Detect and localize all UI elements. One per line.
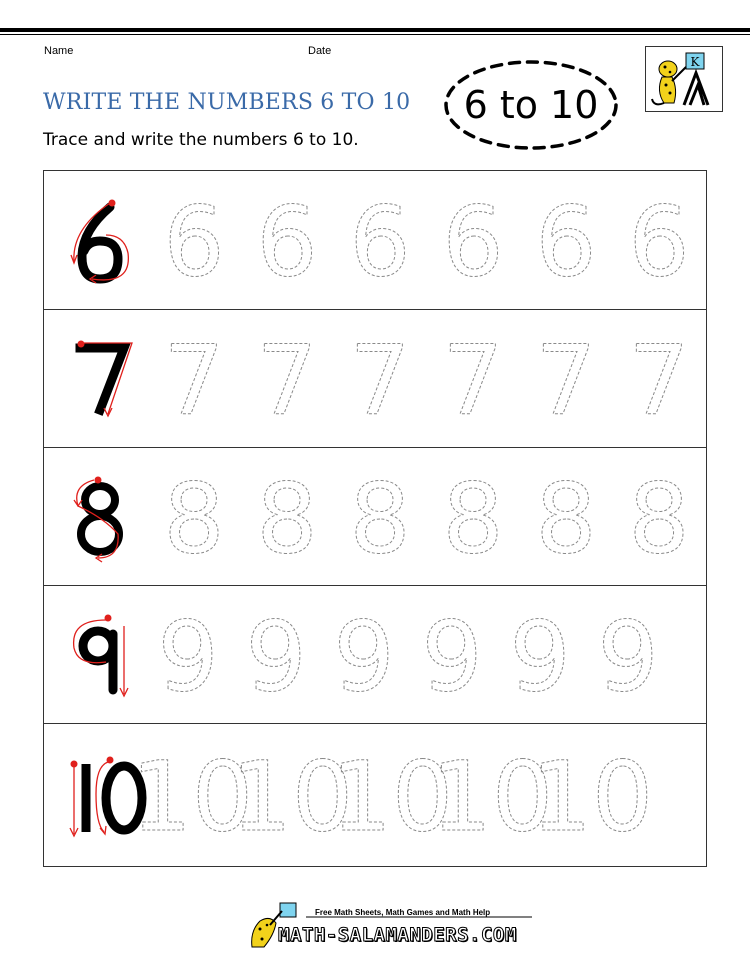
footer-tagline: Free Math Sheets, Math Games and Math Help (315, 908, 491, 917)
trace-digit-6: 6 (163, 186, 225, 298)
trace-digit-7: 7 (256, 325, 318, 437)
top-border-thin (0, 34, 750, 35)
trace-digit-10: 10 (230, 741, 354, 853)
name-label: Name (44, 45, 74, 57)
trace-digit-10: 10 (330, 741, 454, 853)
trace-digit-9: 9 (245, 601, 307, 713)
tracing-grid (43, 170, 707, 867)
model-digit-7 (78, 341, 133, 417)
trace-digit-9: 9 (597, 601, 659, 713)
trace-digit-8: 8 (535, 463, 597, 575)
number-range-badge (440, 56, 622, 154)
row-8-canvas (44, 448, 706, 586)
footer-site-link[interactable]: MATH-SALAMANDERS.COM (278, 924, 517, 946)
row-7-canvas (44, 310, 706, 448)
date-label: Date (308, 45, 332, 57)
trace-digit-6: 6 (349, 186, 411, 298)
trace-digit-7: 7 (535, 325, 597, 437)
trace-digit-10: 10 (430, 741, 554, 853)
tracing-row-7 (44, 309, 706, 448)
badge-text: 6 to 10 (463, 83, 599, 127)
tracing-row-6 (44, 171, 706, 309)
trace-digit-6: 6 (256, 186, 318, 298)
trace-digit-7: 7 (349, 325, 411, 437)
tracing-row-8 (44, 447, 706, 586)
trace-digit-8: 8 (628, 463, 690, 575)
model-digit-8 (74, 477, 119, 563)
model-digit-6 (71, 200, 128, 284)
instruction-text: Trace and write the numbers 6 to 10. (43, 130, 359, 150)
trace-digit-9: 9 (421, 601, 483, 713)
trace-digit-10: 10 (530, 741, 654, 853)
tracing-row-9 (44, 585, 706, 724)
trace-digit-10: 10 (130, 741, 254, 853)
model-digit-9 (74, 615, 128, 697)
top-border (0, 28, 750, 32)
trace-digit-7: 7 (163, 325, 225, 437)
row-9-canvas (44, 586, 706, 724)
trace-digit-8: 8 (349, 463, 411, 575)
trace-digit-6: 6 (442, 186, 504, 298)
trace-digit-9: 9 (157, 601, 219, 713)
page-title: WRITE THE NUMBERS 6 TO 10 (43, 90, 411, 115)
trace-digit-7: 7 (628, 325, 690, 437)
trace-digit-8: 8 (442, 463, 504, 575)
trace-digit-9: 9 (333, 601, 395, 713)
row-10-canvas (44, 724, 706, 867)
logo-letter: K (690, 55, 700, 69)
row-6-canvas (44, 171, 706, 309)
trace-digit-8: 8 (163, 463, 225, 575)
trace-digit-9: 9 (509, 601, 571, 713)
trace-digit-6: 6 (535, 186, 597, 298)
trace-digit-7: 7 (442, 325, 504, 437)
tracing-row-10 (44, 723, 706, 862)
salamander-logo (645, 46, 723, 112)
trace-digit-6: 6 (628, 186, 690, 298)
trace-digit-8: 8 (256, 463, 318, 575)
